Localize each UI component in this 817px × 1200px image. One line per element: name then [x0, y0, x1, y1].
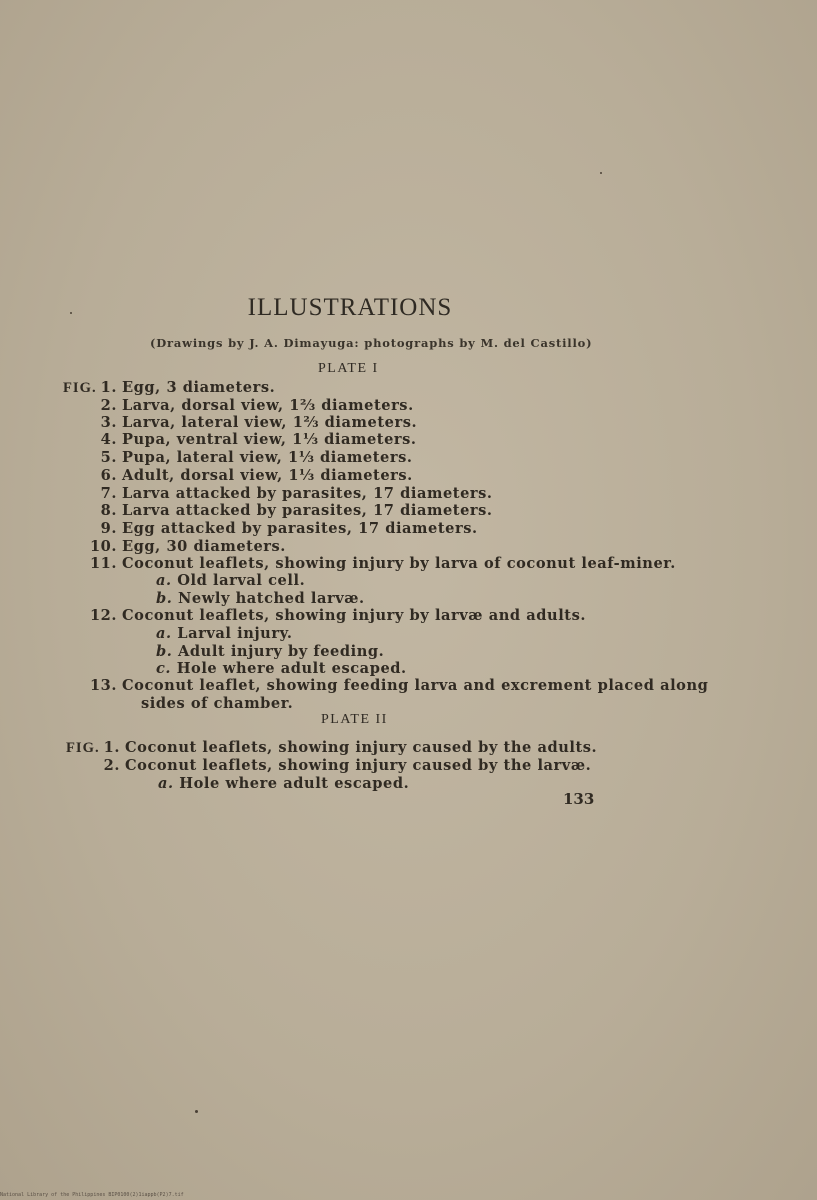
list-item [0, 739, 817, 757]
fig-caption: Egg, 30 diameters. [122, 538, 286, 555]
page-title: ILLUSTRATIONS [247, 294, 453, 321]
sub-item [156, 643, 384, 661]
fig-number: 9. [100, 520, 117, 537]
sub-item [156, 572, 305, 590]
list-item [0, 379, 817, 397]
fig-number: 4. [100, 431, 117, 448]
fig-number: 2. [103, 757, 120, 774]
fig-caption: Coconut leaflets, showing injury by larvæ and adults. [122, 607, 586, 624]
fig-number: 11. [89, 555, 117, 572]
fig-caption: Pupa, ventral view, 1⅓ diameters. [122, 431, 417, 448]
fig-number: 10. [89, 538, 117, 555]
fig-number: 5. [100, 449, 117, 466]
paper-speck [600, 172, 602, 174]
list-item [0, 467, 817, 485]
sub-text: Hole where adult escaped. [176, 660, 407, 677]
sub-letter: a. [156, 572, 172, 589]
plate-1-heading [318, 361, 379, 377]
sub-letter: a. [158, 775, 174, 792]
list-item [0, 520, 817, 538]
fig-caption: Coconut leaflets, showing injury by larva of coconut leaf-miner. [122, 555, 676, 572]
fig-number: 7. [100, 485, 117, 502]
fig-caption: Coconut leaflet, showing feeding larva and excrement placed along [122, 677, 709, 694]
fig-caption: Egg, 3 diameters. [122, 379, 276, 396]
plate-2-heading-text: PLATE II [321, 712, 388, 727]
paper-speck [195, 1110, 198, 1113]
sub-text: Adult injury by feeding. [178, 643, 385, 660]
fig-number: 1. [100, 379, 117, 396]
fig-caption-continuation: sides of chamber. [141, 695, 294, 712]
list-item [0, 677, 817, 695]
scan-footer: National Library of the Philippines BIP0100(2)1iappb(P2)7.tif [0, 1192, 184, 1198]
fig-number: 1. [103, 739, 120, 756]
fig-caption: Coconut leaflets, showing injury caused by the larvæ. [125, 757, 592, 774]
fig-caption: Adult, dorsal view, 1⅓ diameters. [122, 467, 413, 484]
list-item [0, 485, 817, 503]
fig-number: 6. [100, 467, 117, 484]
sub-item [156, 660, 407, 678]
list-item [0, 607, 817, 625]
sub-letter: b. [156, 643, 173, 660]
sub-letter: a. [156, 625, 172, 642]
fig-caption: Larva, dorsal view, 1⅔ diameters. [122, 397, 414, 414]
fig-caption: Larva attacked by parasites, 17 diameters. [122, 502, 493, 519]
plate-2-heading [321, 712, 388, 728]
sub-text: Newly hatched larvæ. [178, 590, 365, 607]
sub-text: Hole where adult escaped. [179, 775, 410, 792]
sub-item [156, 625, 293, 643]
fig-caption: Pupa, lateral view, 1⅓ diameters. [122, 449, 413, 466]
fig-label: FIG. [63, 380, 97, 396]
fig-number: 13. [89, 677, 117, 694]
list-item [0, 397, 817, 415]
list-item [0, 502, 817, 520]
page-number: 133 [563, 790, 595, 808]
paper-speck [70, 312, 72, 314]
list-item [0, 757, 817, 775]
fig-caption: Coconut leaflets, showing injury caused by the adults. [125, 739, 598, 756]
illustration-credit: (Drawings by J. A. Dimayuga: photographs by M. del Castillo) [150, 336, 593, 350]
list-item [0, 431, 817, 449]
fig-caption: Larva attacked by parasites, 17 diameters. [122, 485, 493, 502]
sub-letter: c. [156, 660, 172, 677]
list-item [0, 538, 817, 556]
sub-letter: b. [156, 590, 173, 607]
fig-number: 8. [100, 502, 117, 519]
fig-caption: Egg attacked by parasites, 17 diameters. [122, 520, 478, 537]
sub-item [156, 590, 365, 608]
list-item [0, 414, 817, 432]
fig-caption: Larva, lateral view, 1⅔ diameters. [122, 414, 418, 431]
fig-number: 2. [100, 397, 117, 414]
sub-text: Larval injury. [177, 625, 293, 642]
sub-item [158, 775, 409, 793]
fig-number: 12. [89, 607, 117, 624]
plate-1-heading-text: PLATE I [318, 361, 379, 376]
sub-text: Old larval cell. [177, 572, 306, 589]
list-item [0, 555, 817, 573]
list-item [0, 449, 817, 467]
fig-label: FIG. [66, 740, 100, 756]
fig-number: 3. [100, 414, 117, 431]
